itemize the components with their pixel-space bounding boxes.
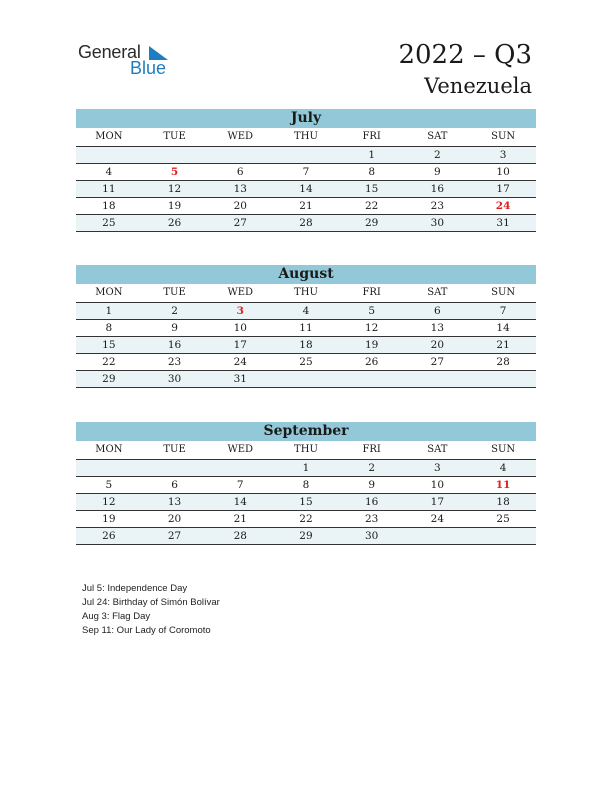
week-row bbox=[76, 511, 536, 528]
week-row bbox=[76, 494, 536, 511]
day-cell: 16 bbox=[405, 181, 471, 198]
empty-day-cell bbox=[142, 147, 208, 164]
day-cell: 23 bbox=[142, 354, 208, 371]
day-cell: 7 bbox=[273, 164, 339, 181]
calendar-table bbox=[76, 441, 536, 545]
day-cell: 30 bbox=[142, 371, 208, 388]
day-cell: 7 bbox=[470, 303, 536, 320]
weekday-header-row bbox=[76, 128, 536, 147]
day-cell: 8 bbox=[273, 477, 339, 494]
day-cell: 22 bbox=[76, 354, 142, 371]
weekday-label: SAT bbox=[405, 441, 471, 460]
day-cell: 17 bbox=[405, 494, 471, 511]
holiday-note: Jul 24: Birthday of Simón Bolívar bbox=[82, 597, 220, 608]
day-cell: 21 bbox=[273, 198, 339, 215]
empty-day-cell bbox=[273, 371, 339, 388]
day-cell: 9 bbox=[339, 477, 405, 494]
empty-day-cell bbox=[339, 371, 405, 388]
day-cell: 13 bbox=[207, 181, 273, 198]
day-cell: 21 bbox=[470, 337, 536, 354]
day-cell: 6 bbox=[142, 477, 208, 494]
day-cell: 19 bbox=[339, 337, 405, 354]
weekday-label: WED bbox=[207, 284, 273, 303]
empty-day-cell bbox=[470, 528, 536, 545]
month-block-august bbox=[76, 265, 536, 388]
day-cell: 9 bbox=[142, 320, 208, 337]
day-cell: 26 bbox=[339, 354, 405, 371]
weekday-label: TUE bbox=[142, 128, 208, 147]
holiday-note: Sep 11: Our Lady of Coromoto bbox=[82, 625, 211, 636]
day-cell: 4 bbox=[273, 303, 339, 320]
month-title: August bbox=[76, 265, 536, 284]
day-cell: 11 bbox=[273, 320, 339, 337]
weekday-label: MON bbox=[76, 128, 142, 147]
day-cell: 5 bbox=[76, 477, 142, 494]
day-cell: 4 bbox=[76, 164, 142, 181]
weekday-label: SUN bbox=[470, 284, 536, 303]
weekday-label: FRI bbox=[339, 128, 405, 147]
day-cell: 25 bbox=[273, 354, 339, 371]
country-name: Venezuela bbox=[424, 74, 532, 98]
day-cell: 16 bbox=[339, 494, 405, 511]
week-row bbox=[76, 147, 536, 164]
day-cell: 19 bbox=[76, 511, 142, 528]
empty-day-cell bbox=[207, 460, 273, 477]
day-cell: 22 bbox=[273, 511, 339, 528]
month-title: September bbox=[76, 422, 536, 441]
day-cell: 2 bbox=[339, 460, 405, 477]
day-cell: 24 bbox=[470, 198, 536, 215]
week-row bbox=[76, 215, 536, 232]
day-cell: 17 bbox=[470, 181, 536, 198]
day-cell: 29 bbox=[339, 215, 405, 232]
day-cell: 10 bbox=[405, 477, 471, 494]
day-cell: 6 bbox=[207, 164, 273, 181]
empty-day-cell bbox=[405, 528, 471, 545]
week-row bbox=[76, 460, 536, 477]
day-cell: 26 bbox=[76, 528, 142, 545]
day-cell: 26 bbox=[142, 215, 208, 232]
day-cell: 16 bbox=[142, 337, 208, 354]
weekday-label: SAT bbox=[405, 128, 471, 147]
week-row bbox=[76, 528, 536, 545]
day-cell: 13 bbox=[405, 320, 471, 337]
day-cell: 20 bbox=[142, 511, 208, 528]
weekday-label: SAT bbox=[405, 284, 471, 303]
week-row bbox=[76, 181, 536, 198]
day-cell: 12 bbox=[339, 320, 405, 337]
weekday-label: FRI bbox=[339, 441, 405, 460]
day-cell: 22 bbox=[339, 198, 405, 215]
day-cell: 21 bbox=[207, 511, 273, 528]
weekday-label: TUE bbox=[142, 441, 208, 460]
day-cell: 29 bbox=[76, 371, 142, 388]
day-cell: 20 bbox=[405, 337, 471, 354]
day-cell: 10 bbox=[470, 164, 536, 181]
day-cell: 31 bbox=[470, 215, 536, 232]
month-block-july bbox=[76, 109, 536, 232]
month-block-september bbox=[76, 422, 536, 545]
day-cell: 30 bbox=[405, 215, 471, 232]
weekday-label: MON bbox=[76, 441, 142, 460]
weekday-label: THU bbox=[273, 128, 339, 147]
logo-text-blue: Blue bbox=[130, 58, 167, 78]
holiday-notes bbox=[82, 582, 220, 638]
day-cell: 14 bbox=[207, 494, 273, 511]
weekday-label: THU bbox=[273, 441, 339, 460]
day-cell: 25 bbox=[470, 511, 536, 528]
empty-day-cell bbox=[76, 460, 142, 477]
day-cell: 28 bbox=[470, 354, 536, 371]
day-cell: 2 bbox=[405, 147, 471, 164]
day-cell: 1 bbox=[76, 303, 142, 320]
day-cell: 7 bbox=[207, 477, 273, 494]
calendar-table bbox=[76, 128, 536, 232]
empty-day-cell bbox=[76, 147, 142, 164]
day-cell: 5 bbox=[339, 303, 405, 320]
day-cell: 25 bbox=[76, 215, 142, 232]
day-cell: 23 bbox=[339, 511, 405, 528]
day-cell: 11 bbox=[76, 181, 142, 198]
day-cell: 12 bbox=[142, 181, 208, 198]
day-cell: 11 bbox=[470, 477, 536, 494]
day-cell: 20 bbox=[207, 198, 273, 215]
day-cell: 3 bbox=[470, 147, 536, 164]
day-cell: 5 bbox=[142, 164, 208, 181]
day-cell: 23 bbox=[405, 198, 471, 215]
day-cell: 3 bbox=[405, 460, 471, 477]
month-title: July bbox=[76, 109, 536, 128]
day-cell: 3 bbox=[207, 303, 273, 320]
day-cell: 15 bbox=[76, 337, 142, 354]
calendar-table bbox=[76, 284, 536, 388]
day-cell: 15 bbox=[273, 494, 339, 511]
day-cell: 31 bbox=[207, 371, 273, 388]
day-cell: 14 bbox=[470, 320, 536, 337]
day-cell: 12 bbox=[76, 494, 142, 511]
empty-day-cell bbox=[207, 147, 273, 164]
day-cell: 2 bbox=[142, 303, 208, 320]
weekday-label: TUE bbox=[142, 284, 208, 303]
weekday-header-row bbox=[76, 441, 536, 460]
day-cell: 6 bbox=[405, 303, 471, 320]
day-cell: 1 bbox=[273, 460, 339, 477]
brand-logo bbox=[78, 42, 178, 82]
weekday-label: FRI bbox=[339, 284, 405, 303]
day-cell: 13 bbox=[142, 494, 208, 511]
weekday-label: SUN bbox=[470, 128, 536, 147]
week-row bbox=[76, 303, 536, 320]
day-cell: 29 bbox=[273, 528, 339, 545]
empty-day-cell bbox=[142, 460, 208, 477]
holiday-note: Aug 3: Flag Day bbox=[82, 611, 151, 622]
day-cell: 19 bbox=[142, 198, 208, 215]
day-cell: 28 bbox=[273, 215, 339, 232]
weekday-label: WED bbox=[207, 128, 273, 147]
holiday-note: Jul 5: Independence Day bbox=[82, 583, 188, 594]
day-cell: 8 bbox=[339, 164, 405, 181]
weekday-label: SUN bbox=[470, 441, 536, 460]
logo-text-general: General bbox=[78, 42, 141, 62]
day-cell: 10 bbox=[207, 320, 273, 337]
week-row bbox=[76, 320, 536, 337]
week-row bbox=[76, 198, 536, 215]
week-row bbox=[76, 164, 536, 181]
weekday-header-row bbox=[76, 284, 536, 303]
empty-day-cell bbox=[405, 371, 471, 388]
day-cell: 14 bbox=[273, 181, 339, 198]
day-cell: 27 bbox=[405, 354, 471, 371]
day-cell: 24 bbox=[405, 511, 471, 528]
day-cell: 18 bbox=[76, 198, 142, 215]
day-cell: 17 bbox=[207, 337, 273, 354]
week-row bbox=[76, 477, 536, 494]
day-cell: 1 bbox=[339, 147, 405, 164]
empty-day-cell bbox=[273, 147, 339, 164]
week-row bbox=[76, 354, 536, 371]
weekday-label: WED bbox=[207, 441, 273, 460]
day-cell: 18 bbox=[273, 337, 339, 354]
week-row bbox=[76, 337, 536, 354]
page-title: 2022 – Q3 bbox=[398, 40, 532, 70]
day-cell: 4 bbox=[470, 460, 536, 477]
day-cell: 28 bbox=[207, 528, 273, 545]
day-cell: 27 bbox=[207, 215, 273, 232]
day-cell: 9 bbox=[405, 164, 471, 181]
weekday-label: THU bbox=[273, 284, 339, 303]
day-cell: 24 bbox=[207, 354, 273, 371]
day-cell: 30 bbox=[339, 528, 405, 545]
day-cell: 27 bbox=[142, 528, 208, 545]
week-row bbox=[76, 371, 536, 388]
weekday-label: MON bbox=[76, 284, 142, 303]
day-cell: 15 bbox=[339, 181, 405, 198]
day-cell: 8 bbox=[76, 320, 142, 337]
day-cell: 18 bbox=[470, 494, 536, 511]
empty-day-cell bbox=[470, 371, 536, 388]
